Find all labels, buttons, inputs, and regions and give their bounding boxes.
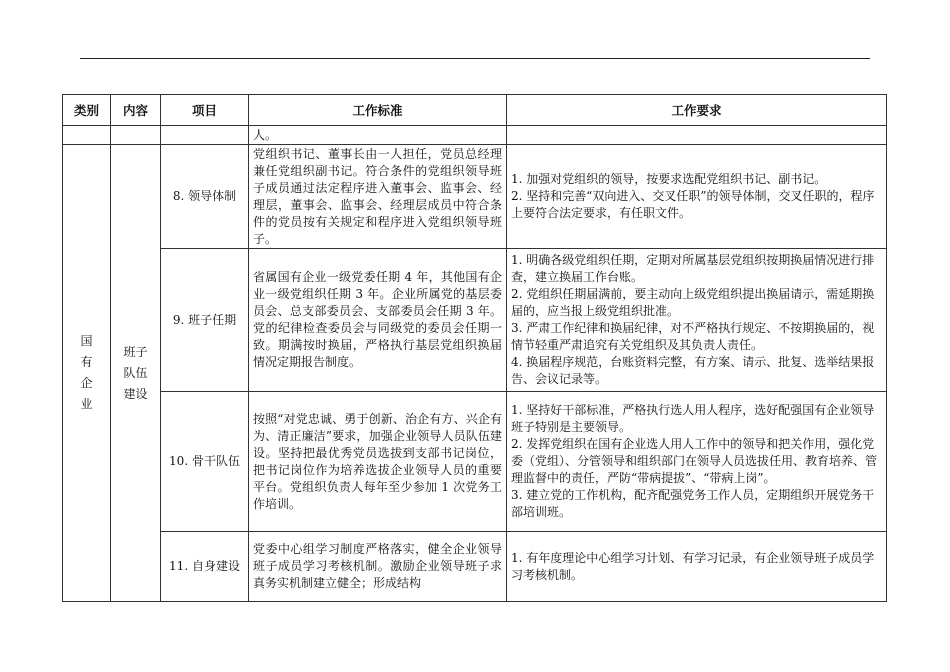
col-category: 类别: [63, 95, 111, 126]
col-standard: 工作标准: [249, 95, 507, 126]
header-rule: [80, 58, 870, 59]
table-row: [63, 392, 887, 532]
category-cell: 国 有 企 业: [63, 145, 111, 602]
col-item: 项目: [161, 95, 249, 126]
continuation-row: [63, 126, 887, 145]
requirement-cell: 1. 有年度理论中心组学习计划、有学习记录，有企业领导班子成员学习考核机制。: [507, 532, 887, 602]
requirement-cell: 1. 加强对党组织的领导，按要求选配党组织书记、副书记。 2. 坚持和完善“双向进入、交叉任职”的领导体制，交叉任职的，程序上要符合法定要求，有任职文件。: [507, 145, 887, 249]
table-row: [63, 249, 887, 392]
standard-cell: 党委中心组学习制度严格落实，健全企业领导班子成员学习考核机制。激励企业领导班子求真务实机制建立健全；形成结构: [249, 532, 507, 602]
table-row: [63, 532, 887, 602]
col-requirement: 工作要求: [507, 95, 887, 126]
requirement-cell: 1. 明确各级党组织任期，定期对所属基层党组织按期换届情况进行排查，建立换届工作台账。 2. 党组织任期届满前，要主动向上级党组织提出换届请示，需延期换届的，应当报上级党组织批准。 3. 严肃工作纪律和换届纪律，对不严格执行规定、不按期换届的，视情节轻重严肃追究有关党组织及其负责人责任。 4. 换届程序规范，台账资料完整，有方案、请示、批复、选举结果报告、会议记录等。: [507, 249, 887, 392]
item-cell: 10. 骨干队伍: [161, 392, 249, 532]
item-cell: 11. 自身建设: [161, 532, 249, 602]
standard-cell: 省属国有企业一级党委任期 4 年，其他国有企业一级党组织任期 3 年。企业所属党的基层委员会、总支部委员会、支部委员会任期 3 年。党的纪律检查委员会与同级党的委员会任期一致。期满按时换届，严格执行基层党组织换届情况定期报告制度。: [249, 249, 507, 392]
item-cell: 8. 领导体制: [161, 145, 249, 249]
col-content: 内容: [111, 95, 161, 126]
continuation-standard: 人。: [249, 126, 507, 145]
item-cell: 9. 班子任期: [161, 249, 249, 392]
requirement-cell: 1. 坚持好干部标准，严格执行选人用人程序，选好配强国有企业领导班子特别是主要领导。 2. 发挥党组织在国有企业选人用人工作中的领导和把关作用，强化党委（党组）、分管领导和组织部门在领导人员选拔任用、教育培养、管理监督中的责任，严防“带病提拔”、“带病上岗”。 3. 建立党的工作机构，配齐配强党务工作人员，定期组织开展党务干部培训班。: [507, 392, 887, 532]
table-row: [63, 145, 887, 249]
content-cell: 班子 队伍 建设: [111, 145, 161, 602]
standard-cell: 按照“对党忠诚、勇于创新、治企有方、兴企有为、清正廉洁”要求，加强企业领导人员队伍建设。坚持把最优秀党员选拔到支部书记岗位，把书记岗位作为培养选拔企业领导人员的重要平台。党组织负责人每年至少参加 1 次党务工作培训。: [249, 392, 507, 532]
header-row: [63, 95, 887, 126]
standard-cell: 党组织书记、董事长由一人担任，党员总经理兼任党组织副书记。符合条件的党组织领导班子成员通过法定程序进入董事会、监事会、经理层，董事会、监事会、经理层成员中符合条件的党员按有关规定和程序进入党组织领导班子。: [249, 145, 507, 249]
standards-table: [62, 94, 887, 602]
